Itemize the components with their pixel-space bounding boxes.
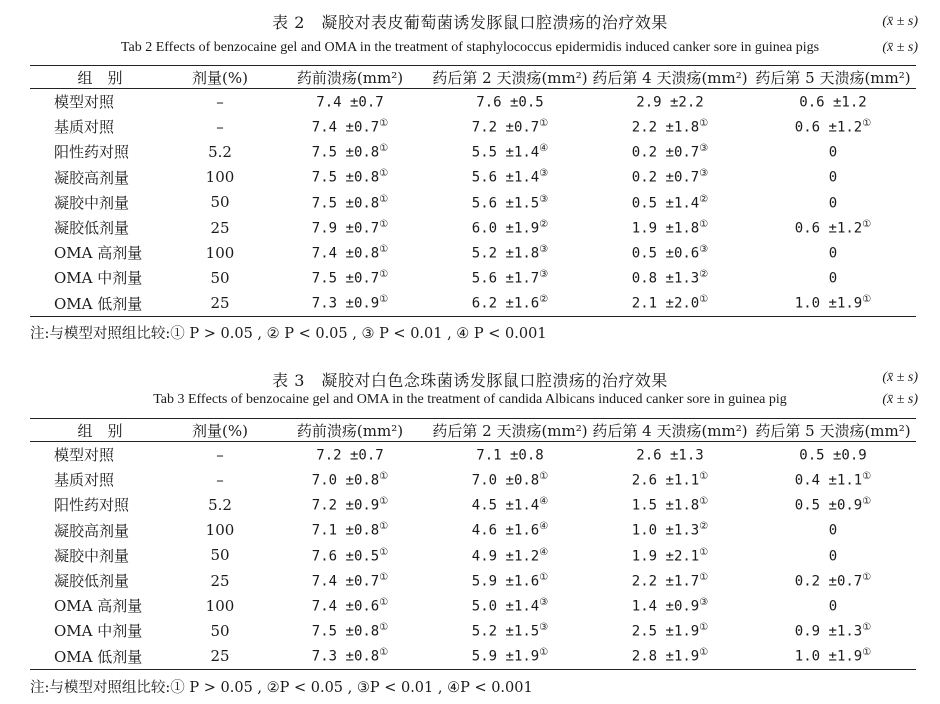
- value-cell: [270, 89, 430, 115]
- table2-stat-zh: (x̄ ± s): [882, 14, 918, 29]
- mean-sd-value: 4.6 ±1.6: [471, 522, 540, 539]
- significance-marker: ③: [539, 622, 549, 634]
- value-cell: [750, 190, 916, 215]
- significance-marker: ①: [379, 168, 389, 180]
- table2-header-pre: 药前溃疡(mm²): [270, 66, 430, 89]
- significance-marker: ①: [379, 117, 389, 129]
- mean-sd-value: 0: [828, 270, 838, 287]
- value-cell: [430, 165, 590, 190]
- group-cell: OMA 低剂量: [30, 291, 170, 317]
- table-row: [30, 618, 916, 643]
- mean-sd-value: 0.9 ±1.3: [794, 623, 863, 640]
- value-cell: [590, 240, 750, 265]
- value-cell: [430, 518, 590, 543]
- table-row: [30, 114, 916, 139]
- mean-sd-value: 5.9 ±1.9: [471, 648, 540, 665]
- significance-marker: ①: [862, 218, 872, 230]
- value-cell: [750, 568, 916, 593]
- significance-marker: ③: [539, 596, 549, 608]
- value-cell: [590, 644, 750, 670]
- value-cell: [590, 492, 750, 517]
- mean-sd-value: 7.4 ±0.8: [311, 245, 380, 262]
- mean-sd-value: 7.2 ±0.9: [311, 497, 380, 514]
- mean-sd-value: 0.8 ±1.3: [631, 270, 700, 287]
- value-cell: [590, 442, 750, 468]
- table3-body: [30, 442, 916, 670]
- value-cell: [430, 568, 590, 593]
- value-cell: [430, 114, 590, 139]
- significance-marker: ①: [379, 546, 389, 558]
- group-cell: OMA 高剂量: [54, 244, 143, 263]
- significance-marker: ③: [699, 596, 709, 608]
- dose-cell: 100: [205, 243, 235, 262]
- mean-sd-value: 5.6 ±1.4: [471, 169, 540, 186]
- group-cell: 模型对照: [54, 446, 115, 465]
- mean-sd-value: 0.5 ±0.9: [799, 447, 867, 464]
- value-cell: [750, 265, 916, 290]
- significance-marker: ②: [539, 294, 549, 306]
- mean-sd-value: 7.5 ±0.8: [311, 623, 380, 640]
- dose-cell: 25: [210, 571, 230, 590]
- group-cell: 凝胶低剂量: [54, 572, 130, 591]
- value-cell: [270, 492, 430, 517]
- value-cell: [270, 442, 430, 468]
- value-cell: [590, 215, 750, 240]
- mean-sd-value: 7.2 ±0.7: [471, 119, 540, 136]
- significance-marker: ①: [539, 470, 549, 482]
- mean-sd-value: 0: [828, 245, 838, 262]
- mean-sd-value: 2.9 ±2.2: [636, 94, 704, 111]
- significance-marker: ③: [699, 168, 709, 180]
- mean-sd-value: 7.3 ±0.8: [311, 648, 380, 665]
- significance-marker: ①: [539, 117, 549, 129]
- significance-marker: ①: [862, 496, 872, 508]
- table3-title-zh: 表 3 凝胶对白色念珠菌诱发豚鼠口腔溃疡的治疗效果: [272, 371, 668, 390]
- mean-sd-value: 5.6 ±1.7: [471, 270, 540, 287]
- table2-header-row: [30, 66, 916, 89]
- value-cell: [590, 89, 750, 115]
- significance-marker: ①: [379, 243, 389, 255]
- value-cell: [430, 139, 590, 164]
- mean-sd-value: 7.9 ±0.7: [311, 220, 380, 237]
- mean-sd-value: 7.0 ±0.8: [471, 472, 540, 489]
- value-cell: [750, 442, 916, 468]
- significance-marker: ④: [539, 546, 549, 558]
- mean-sd-value: 0.2 ±0.7: [631, 169, 700, 186]
- value-cell: [430, 215, 590, 240]
- significance-marker: ②: [699, 521, 709, 533]
- significance-marker: ①: [862, 470, 872, 482]
- mean-sd-value: 7.5 ±0.8: [311, 169, 380, 186]
- value-cell: [430, 618, 590, 643]
- group-cell: 阳性药对照: [54, 143, 130, 162]
- group-cell: 阳性药对照: [54, 496, 130, 515]
- significance-marker: ①: [539, 571, 549, 583]
- dose-cell: –: [216, 445, 224, 464]
- group-cell: 基质对照: [54, 118, 115, 137]
- significance-marker: ①: [379, 470, 389, 482]
- mean-sd-value: 1.5 ±1.8: [631, 497, 700, 514]
- value-cell: [430, 543, 590, 568]
- table3-header-dose: 剂量(%): [170, 419, 270, 442]
- table-row: [30, 291, 916, 317]
- mean-sd-value: 1.0 ±1.9: [794, 648, 863, 665]
- table2-header-day4: 药后第 4 天溃疡(mm²): [590, 66, 750, 89]
- table-row: [30, 568, 916, 593]
- significance-marker: ②: [699, 193, 709, 205]
- mean-sd-value: 7.0 ±0.8: [311, 472, 380, 489]
- value-cell: [750, 165, 916, 190]
- table3-header-row: [30, 419, 916, 442]
- mean-sd-value: 0.2 ±0.7: [631, 144, 700, 161]
- value-cell: [270, 114, 430, 139]
- mean-sd-value: 7.2 ±0.7: [316, 447, 384, 464]
- group-cell: OMA 低剂量: [30, 644, 170, 670]
- significance-marker: ①: [379, 143, 389, 155]
- table2-title-en: Tab 2 Effects of benzocaine gel and OMA in the treatment of staphylococcus epidermidis induced canker sore in guinea pigs: [120, 40, 820, 55]
- mean-sd-value: 5.9 ±1.6: [471, 573, 540, 590]
- mean-sd-value: 0: [828, 548, 838, 565]
- mean-sd-value: 0.4 ±1.1: [794, 472, 863, 489]
- value-cell: [430, 467, 590, 492]
- value-cell: [590, 518, 750, 543]
- value-cell: [430, 265, 590, 290]
- significance-marker: ①: [379, 496, 389, 508]
- table-row: [30, 165, 916, 190]
- significance-marker: ①: [699, 496, 709, 508]
- table-row: [30, 442, 916, 468]
- mean-sd-value: 7.5 ±0.8: [311, 195, 380, 212]
- mean-sd-value: 5.2 ±1.8: [471, 245, 540, 262]
- table-row: [30, 139, 916, 164]
- significance-marker: ①: [862, 117, 872, 129]
- table2: [30, 65, 916, 317]
- table2-body: [30, 89, 916, 317]
- value-cell: [590, 543, 750, 568]
- value-cell: [590, 265, 750, 290]
- value-cell: [590, 190, 750, 215]
- value-cell: [270, 139, 430, 164]
- mean-sd-value: 1.9 ±1.8: [631, 220, 700, 237]
- significance-marker: ③: [539, 243, 549, 255]
- mean-sd-value: 7.4 ±0.7: [311, 119, 380, 136]
- value-cell: [750, 518, 916, 543]
- significance-marker: ①: [699, 571, 709, 583]
- table-row: [30, 265, 916, 290]
- group-cell: 凝胶低剂量: [54, 219, 130, 238]
- value-cell: [590, 593, 750, 618]
- table-row: [30, 644, 916, 670]
- value-cell: [750, 139, 916, 164]
- significance-marker: ③: [539, 269, 549, 281]
- value-cell: [430, 644, 590, 670]
- value-cell: [270, 518, 430, 543]
- mean-sd-value: 5.2 ±1.5: [471, 623, 540, 640]
- value-cell: [270, 644, 430, 670]
- significance-marker: ①: [379, 571, 389, 583]
- table-row: [30, 518, 916, 543]
- mean-sd-value: 1.4 ±0.9: [631, 598, 700, 615]
- mean-sd-value: 7.4 ±0.7: [316, 94, 384, 111]
- table-row: [30, 190, 916, 215]
- table3-header-day2: 药后第 2 天溃疡(mm²): [430, 419, 590, 442]
- group-cell: 模型对照: [54, 93, 115, 112]
- dose-cell: –: [216, 117, 224, 136]
- table2-title-zh: 表 2 凝胶对表皮葡萄菌诱发豚鼠口腔溃疡的治疗效果: [272, 13, 668, 32]
- significance-marker: ①: [379, 521, 389, 533]
- mean-sd-value: 5.6 ±1.5: [471, 195, 540, 212]
- significance-marker: ①: [699, 294, 709, 306]
- mean-sd-value: 0.6 ±1.2: [794, 220, 863, 237]
- table2-header-group: 组 别: [30, 66, 170, 89]
- value-cell: [270, 190, 430, 215]
- dose-cell: 5.2: [208, 495, 232, 514]
- mean-sd-value: 4.5 ±1.4: [471, 497, 540, 514]
- dose-cell: 50: [210, 621, 230, 640]
- table-row: [30, 240, 916, 265]
- table-row: [30, 593, 916, 618]
- dose-cell: 100: [205, 168, 235, 187]
- group-cell: 凝胶高剂量: [54, 521, 130, 540]
- significance-marker: ②: [699, 269, 709, 281]
- table-row: [30, 215, 916, 240]
- value-cell: [750, 644, 916, 670]
- mean-sd-value: 0: [828, 598, 838, 615]
- mean-sd-value: 2.2 ±1.8: [631, 119, 700, 136]
- table2-header-day5: 药后第 5 天溃疡(mm²): [750, 66, 916, 89]
- group-cell: 基质对照: [54, 471, 115, 490]
- table3-header-day4: 药后第 4 天溃疡(mm²): [590, 419, 750, 442]
- significance-marker: ①: [379, 269, 389, 281]
- mean-sd-value: 7.1 ±0.8: [476, 447, 544, 464]
- value-cell: [270, 215, 430, 240]
- significance-marker: ④: [539, 496, 549, 508]
- dose-cell: 50: [210, 268, 230, 287]
- significance-marker: ③: [539, 193, 549, 205]
- mean-sd-value: 0.6 ±1.2: [799, 94, 867, 111]
- significance-marker: ①: [379, 193, 389, 205]
- significance-marker: ④: [539, 143, 549, 155]
- mean-sd-value: 7.6 ±0.5: [311, 548, 380, 565]
- value-cell: [430, 190, 590, 215]
- dose-cell: 50: [210, 193, 230, 212]
- value-cell: [750, 240, 916, 265]
- mean-sd-value: 2.6 ±1.1: [631, 472, 700, 489]
- table-row: [30, 467, 916, 492]
- significance-marker: ③: [539, 168, 549, 180]
- value-cell: [750, 543, 916, 568]
- table-row: [30, 543, 916, 568]
- value-cell: [750, 215, 916, 240]
- table3: [30, 418, 916, 670]
- group-cell: 凝胶中剂量: [54, 193, 130, 212]
- table2-header-day2: 药后第 2 天溃疡(mm²): [430, 66, 590, 89]
- value-cell: [430, 291, 590, 317]
- value-cell: [590, 568, 750, 593]
- dose-cell: 100: [205, 596, 235, 615]
- mean-sd-value: 4.9 ±1.2: [471, 548, 540, 565]
- dose-cell: –: [216, 470, 224, 489]
- mean-sd-value: 7.1 ±0.8: [311, 522, 380, 539]
- table3-title-en: Tab 3 Effects of benzocaine gel and OMA in the treatment of candida Albicans induced canker sore in guinea pig: [153, 392, 787, 407]
- group-cell: 凝胶高剂量: [54, 168, 130, 187]
- table-row: [30, 492, 916, 517]
- table-row: [30, 89, 916, 115]
- value-cell: [590, 618, 750, 643]
- significance-marker: ①: [699, 622, 709, 634]
- dose-cell: 100: [205, 521, 235, 540]
- significance-marker: ①: [539, 647, 549, 659]
- group-cell: OMA 中剂量: [54, 622, 143, 641]
- value-cell: [590, 139, 750, 164]
- significance-marker: ①: [379, 622, 389, 634]
- significance-marker: ①: [862, 294, 872, 306]
- significance-marker: ①: [699, 470, 709, 482]
- mean-sd-value: 7.4 ±0.6: [311, 598, 380, 615]
- value-cell: [430, 89, 590, 115]
- value-cell: [750, 114, 916, 139]
- mean-sd-value: 0.6 ±1.2: [794, 119, 863, 136]
- mean-sd-value: 0: [828, 195, 838, 212]
- value-cell: [750, 89, 916, 115]
- significance-marker: ①: [379, 647, 389, 659]
- value-cell: [270, 593, 430, 618]
- mean-sd-value: 0.5 ±0.6: [631, 245, 700, 262]
- value-cell: [750, 618, 916, 643]
- mean-sd-value: 0.2 ±0.7: [794, 573, 863, 590]
- group-cell: OMA 高剂量: [54, 597, 143, 616]
- dose-cell: 25: [210, 218, 230, 237]
- mean-sd-value: 6.2 ±1.6: [471, 295, 540, 312]
- value-cell: [430, 593, 590, 618]
- dose-cell: 50: [210, 546, 230, 565]
- significance-marker: ①: [862, 571, 872, 583]
- significance-marker: ③: [699, 143, 709, 155]
- dose-cell: 25: [170, 644, 270, 670]
- mean-sd-value: 2.1 ±2.0: [631, 295, 700, 312]
- mean-sd-value: 2.8 ±1.9: [631, 648, 700, 665]
- value-cell: [750, 467, 916, 492]
- mean-sd-value: 5.5 ±1.4: [471, 144, 540, 161]
- value-cell: [590, 467, 750, 492]
- mean-sd-value: 0: [828, 169, 838, 186]
- mean-sd-value: 5.0 ±1.4: [471, 598, 540, 615]
- value-cell: [590, 291, 750, 317]
- mean-sd-value: 2.5 ±1.9: [631, 623, 700, 640]
- group-cell: 凝胶中剂量: [54, 546, 130, 565]
- table3-header-group: 组 别: [30, 419, 170, 442]
- table3-header-pre: 药前溃疡(mm²): [270, 419, 430, 442]
- significance-marker: ①: [699, 117, 709, 129]
- table2-header-dose: 剂量(%): [170, 66, 270, 89]
- value-cell: [270, 618, 430, 643]
- dose-cell: 5.2: [208, 142, 232, 161]
- value-cell: [750, 492, 916, 517]
- significance-marker: ①: [379, 596, 389, 608]
- table2-stat-en: (x̄ ± s): [882, 40, 918, 55]
- value-cell: [750, 593, 916, 618]
- mean-sd-value: 0: [828, 144, 838, 161]
- significance-marker: ③: [699, 243, 709, 255]
- mean-sd-value: 2.6 ±1.3: [636, 447, 704, 464]
- mean-sd-value: 7.3 ±0.9: [311, 295, 380, 312]
- mean-sd-value: 1.9 ±2.1: [631, 548, 700, 565]
- mean-sd-value: 0.5 ±1.4: [631, 195, 700, 212]
- mean-sd-value: 7.4 ±0.7: [311, 573, 380, 590]
- table3-stat-zh: (x̄ ± s): [882, 370, 918, 385]
- value-cell: [270, 568, 430, 593]
- mean-sd-value: 7.5 ±0.8: [311, 144, 380, 161]
- significance-marker: ①: [699, 546, 709, 558]
- value-cell: [270, 165, 430, 190]
- mean-sd-value: 6.0 ±1.9: [471, 220, 540, 237]
- value-cell: [270, 240, 430, 265]
- value-cell: [430, 240, 590, 265]
- value-cell: [270, 467, 430, 492]
- mean-sd-value: 0: [828, 522, 838, 539]
- significance-marker: ①: [862, 622, 872, 634]
- value-cell: [590, 114, 750, 139]
- value-cell: [270, 265, 430, 290]
- mean-sd-value: 7.5 ±0.7: [311, 270, 380, 287]
- value-cell: [430, 442, 590, 468]
- value-cell: [750, 291, 916, 317]
- group-cell: OMA 中剂量: [54, 269, 143, 288]
- table3-header-day5: 药后第 5 天溃疡(mm²): [750, 419, 916, 442]
- significance-marker: ④: [539, 521, 549, 533]
- significance-marker: ②: [539, 218, 549, 230]
- value-cell: [590, 165, 750, 190]
- significance-marker: ①: [379, 218, 389, 230]
- mean-sd-value: 2.2 ±1.7: [631, 573, 700, 590]
- value-cell: [430, 492, 590, 517]
- dose-cell: 25: [170, 291, 270, 317]
- mean-sd-value: 1.0 ±1.9: [794, 295, 863, 312]
- significance-marker: ①: [379, 294, 389, 306]
- significance-marker: ①: [699, 647, 709, 659]
- value-cell: [270, 543, 430, 568]
- mean-sd-value: 1.0 ±1.3: [631, 522, 700, 539]
- value-cell: [270, 291, 430, 317]
- significance-marker: ①: [699, 218, 709, 230]
- dose-cell: –: [216, 92, 224, 111]
- mean-sd-value: 7.6 ±0.5: [476, 94, 544, 111]
- table2-note: 注:与模型对照组比较:① P > 0.05 , ② P < 0.05 , ③ P < 0.01 , ④ P < 0.001: [30, 326, 547, 342]
- significance-marker: ①: [862, 647, 872, 659]
- table3-stat-en: (x̄ ± s): [882, 392, 918, 407]
- mean-sd-value: 0.5 ±0.9: [794, 497, 863, 514]
- table3-note: 注:与模型对照组比较:① P > 0.05 , ②P < 0.05 , ③P < 0.01 , ④P < 0.001: [30, 680, 533, 696]
